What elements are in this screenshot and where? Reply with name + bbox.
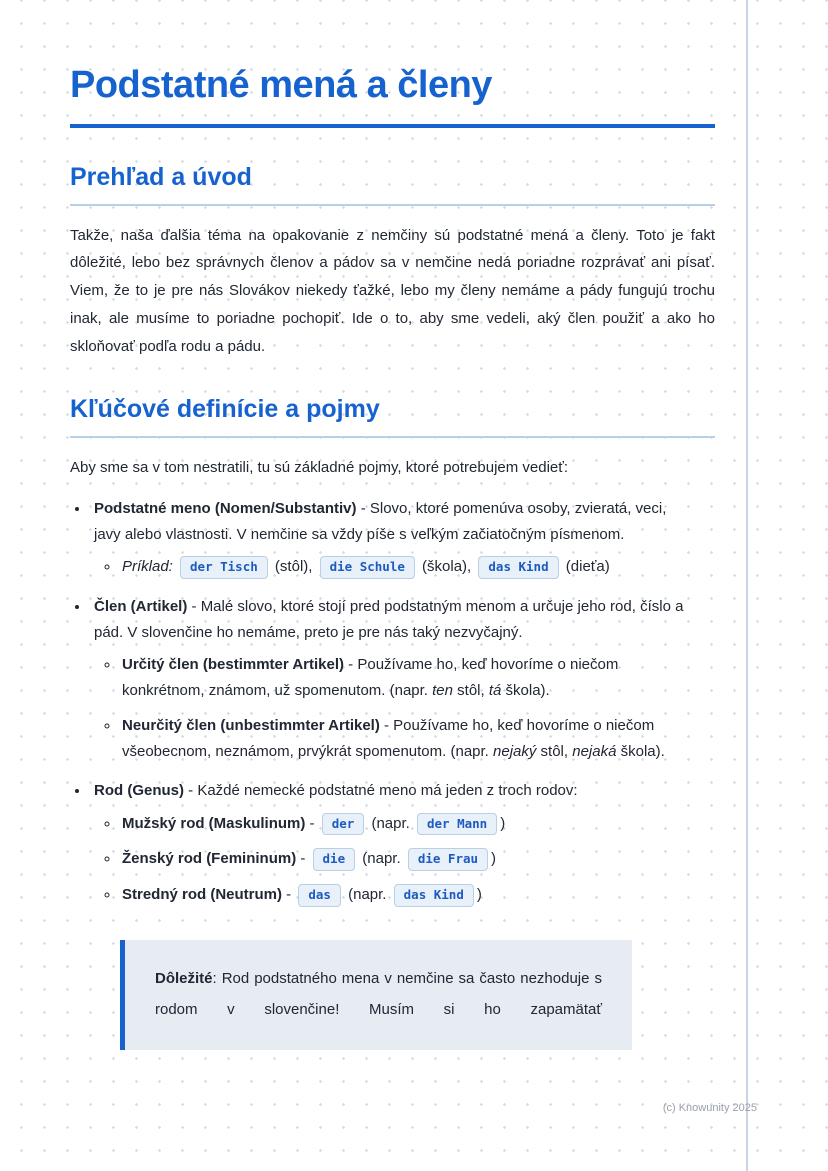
term-description: - xyxy=(305,814,319,832)
example-text: (škola), xyxy=(417,558,476,576)
term-label: Člen (Artikel) xyxy=(94,598,188,616)
callout-important xyxy=(120,940,632,1050)
term-description: ) xyxy=(491,850,497,868)
emphasis-word: nejaký xyxy=(493,742,537,760)
term-description: škola). xyxy=(501,681,550,699)
list-item-definite-article xyxy=(120,652,687,703)
code-chip: die Schule xyxy=(320,556,415,579)
section-heading-intro: Prehľad a úvod xyxy=(70,162,715,206)
emphasis-word: ten xyxy=(432,681,453,699)
term-description: - xyxy=(282,886,296,904)
term-description: (napr. xyxy=(358,850,405,868)
code-chip: das Kind xyxy=(478,556,558,579)
intro-paragraph: Takže, naša ďalšia téma na opakovanie z nemčiny sú podstatné mená a členy. Toto je fakt dôležité, lebo bez správnych členov a pádov sa v nemčine nedá poriadne rozprávať ani písať. Viem, že to je pre nás Slovákov niekedy ťažké, lebo my členy nemáme a pády fungujú trochu inak, ale musíme to poriadne pochopiť. Ide o to, aby sme vedeli, aký člen použiť a ako ho skloňovať podľa rodu a pádu. xyxy=(70,226,715,355)
term-label: Rod (Genus) xyxy=(94,782,184,800)
term-description: - Malé slovo, ktoré stojí pred podstatným menom a určuje jeho rod, číslo a pád. V slovenčine ho nemáme, preto je pre nás taký nezvyčajný. xyxy=(94,598,684,641)
term-description: ) xyxy=(476,886,482,904)
code-chip: der Tisch xyxy=(180,556,268,579)
example-text: (stôl), xyxy=(270,558,317,576)
term-description: škola). xyxy=(616,742,665,760)
term-description: - xyxy=(296,850,310,868)
emphasis-word: nejaká xyxy=(572,742,617,760)
term-label: Mužský rod (Maskulinum) xyxy=(122,814,306,832)
term-description: (napr. xyxy=(367,814,414,832)
term-description: - Každé nemecké podstatné meno má jeden z troch rodov: xyxy=(184,782,578,800)
term-description: ) xyxy=(500,814,506,832)
callout-text: : Rod podstatného mena v nemčine sa často nezhoduje s rodom v slovenčine! Musím si ho zapamätať xyxy=(155,970,602,1018)
term-description: - Slovo, ktoré pomenúva osoby, zvieratá, veci, javy alebo vlastnosti. V nemčine sa vždy píše s veľkým začiatočným písmenom. xyxy=(94,500,667,543)
example-text: (dieťa) xyxy=(561,558,610,576)
code-chip: das xyxy=(298,884,341,907)
list-item-feminine xyxy=(120,846,687,872)
example-label: Príklad: xyxy=(122,558,173,576)
noun-sublist xyxy=(94,554,687,580)
list-item-gender xyxy=(90,778,687,908)
term-description: stôl, xyxy=(536,742,573,760)
code-chip: die Frau xyxy=(408,848,488,871)
page-title: Podstatné mená a členy xyxy=(70,64,492,106)
term-label: Ženský rod (Femininum) xyxy=(122,850,297,868)
article-sublist xyxy=(94,652,687,764)
term-label: Stredný rod (Neutrum) xyxy=(122,886,283,904)
list-item-neuter xyxy=(120,882,687,908)
definitions-list xyxy=(70,496,715,908)
section-heading-definitions: Kľúčové definície a pojmy xyxy=(70,394,715,438)
callout-term: Dôležité xyxy=(155,970,213,988)
term-label: Podstatné meno (Nomen/Substantiv) xyxy=(94,500,357,518)
term-description: - Používame ho, keď hovoríme o niečom konkrétnom, známom, už spomenutom. (napr. xyxy=(122,656,619,699)
list-item-masculine xyxy=(120,811,687,837)
term-description: - Používame ho, keď hovoríme o niečom všeobecnom, neznámom, prvýkrát spomenutom. (napr. xyxy=(122,717,655,760)
definitions-lead: Aby sme sa v tom nestratili, tu sú základné pojmy, ktoré potrebujem vedieť: xyxy=(70,459,569,477)
copyright-notice: (c) Knowunity 2025 xyxy=(662,1102,757,1114)
title-rule xyxy=(70,124,715,128)
term-description: stôl, xyxy=(453,681,489,699)
term-label: Určitý člen (bestimmter Artikel) xyxy=(122,656,345,674)
list-item-noun xyxy=(90,496,687,580)
list-item-indefinite-article xyxy=(120,713,687,764)
emphasis-word: tá xyxy=(488,681,502,699)
gender-sublist xyxy=(94,811,687,909)
code-chip: die xyxy=(313,848,356,871)
term-label: Neurčitý člen (unbestimmter Artikel) xyxy=(122,717,380,735)
list-item-example xyxy=(120,554,687,580)
term-description: (napr. xyxy=(343,886,391,904)
code-chip: der Mann xyxy=(417,813,497,836)
code-chip: das Kind xyxy=(394,884,474,907)
list-item-article xyxy=(90,594,687,764)
code-chip: der xyxy=(322,813,365,836)
